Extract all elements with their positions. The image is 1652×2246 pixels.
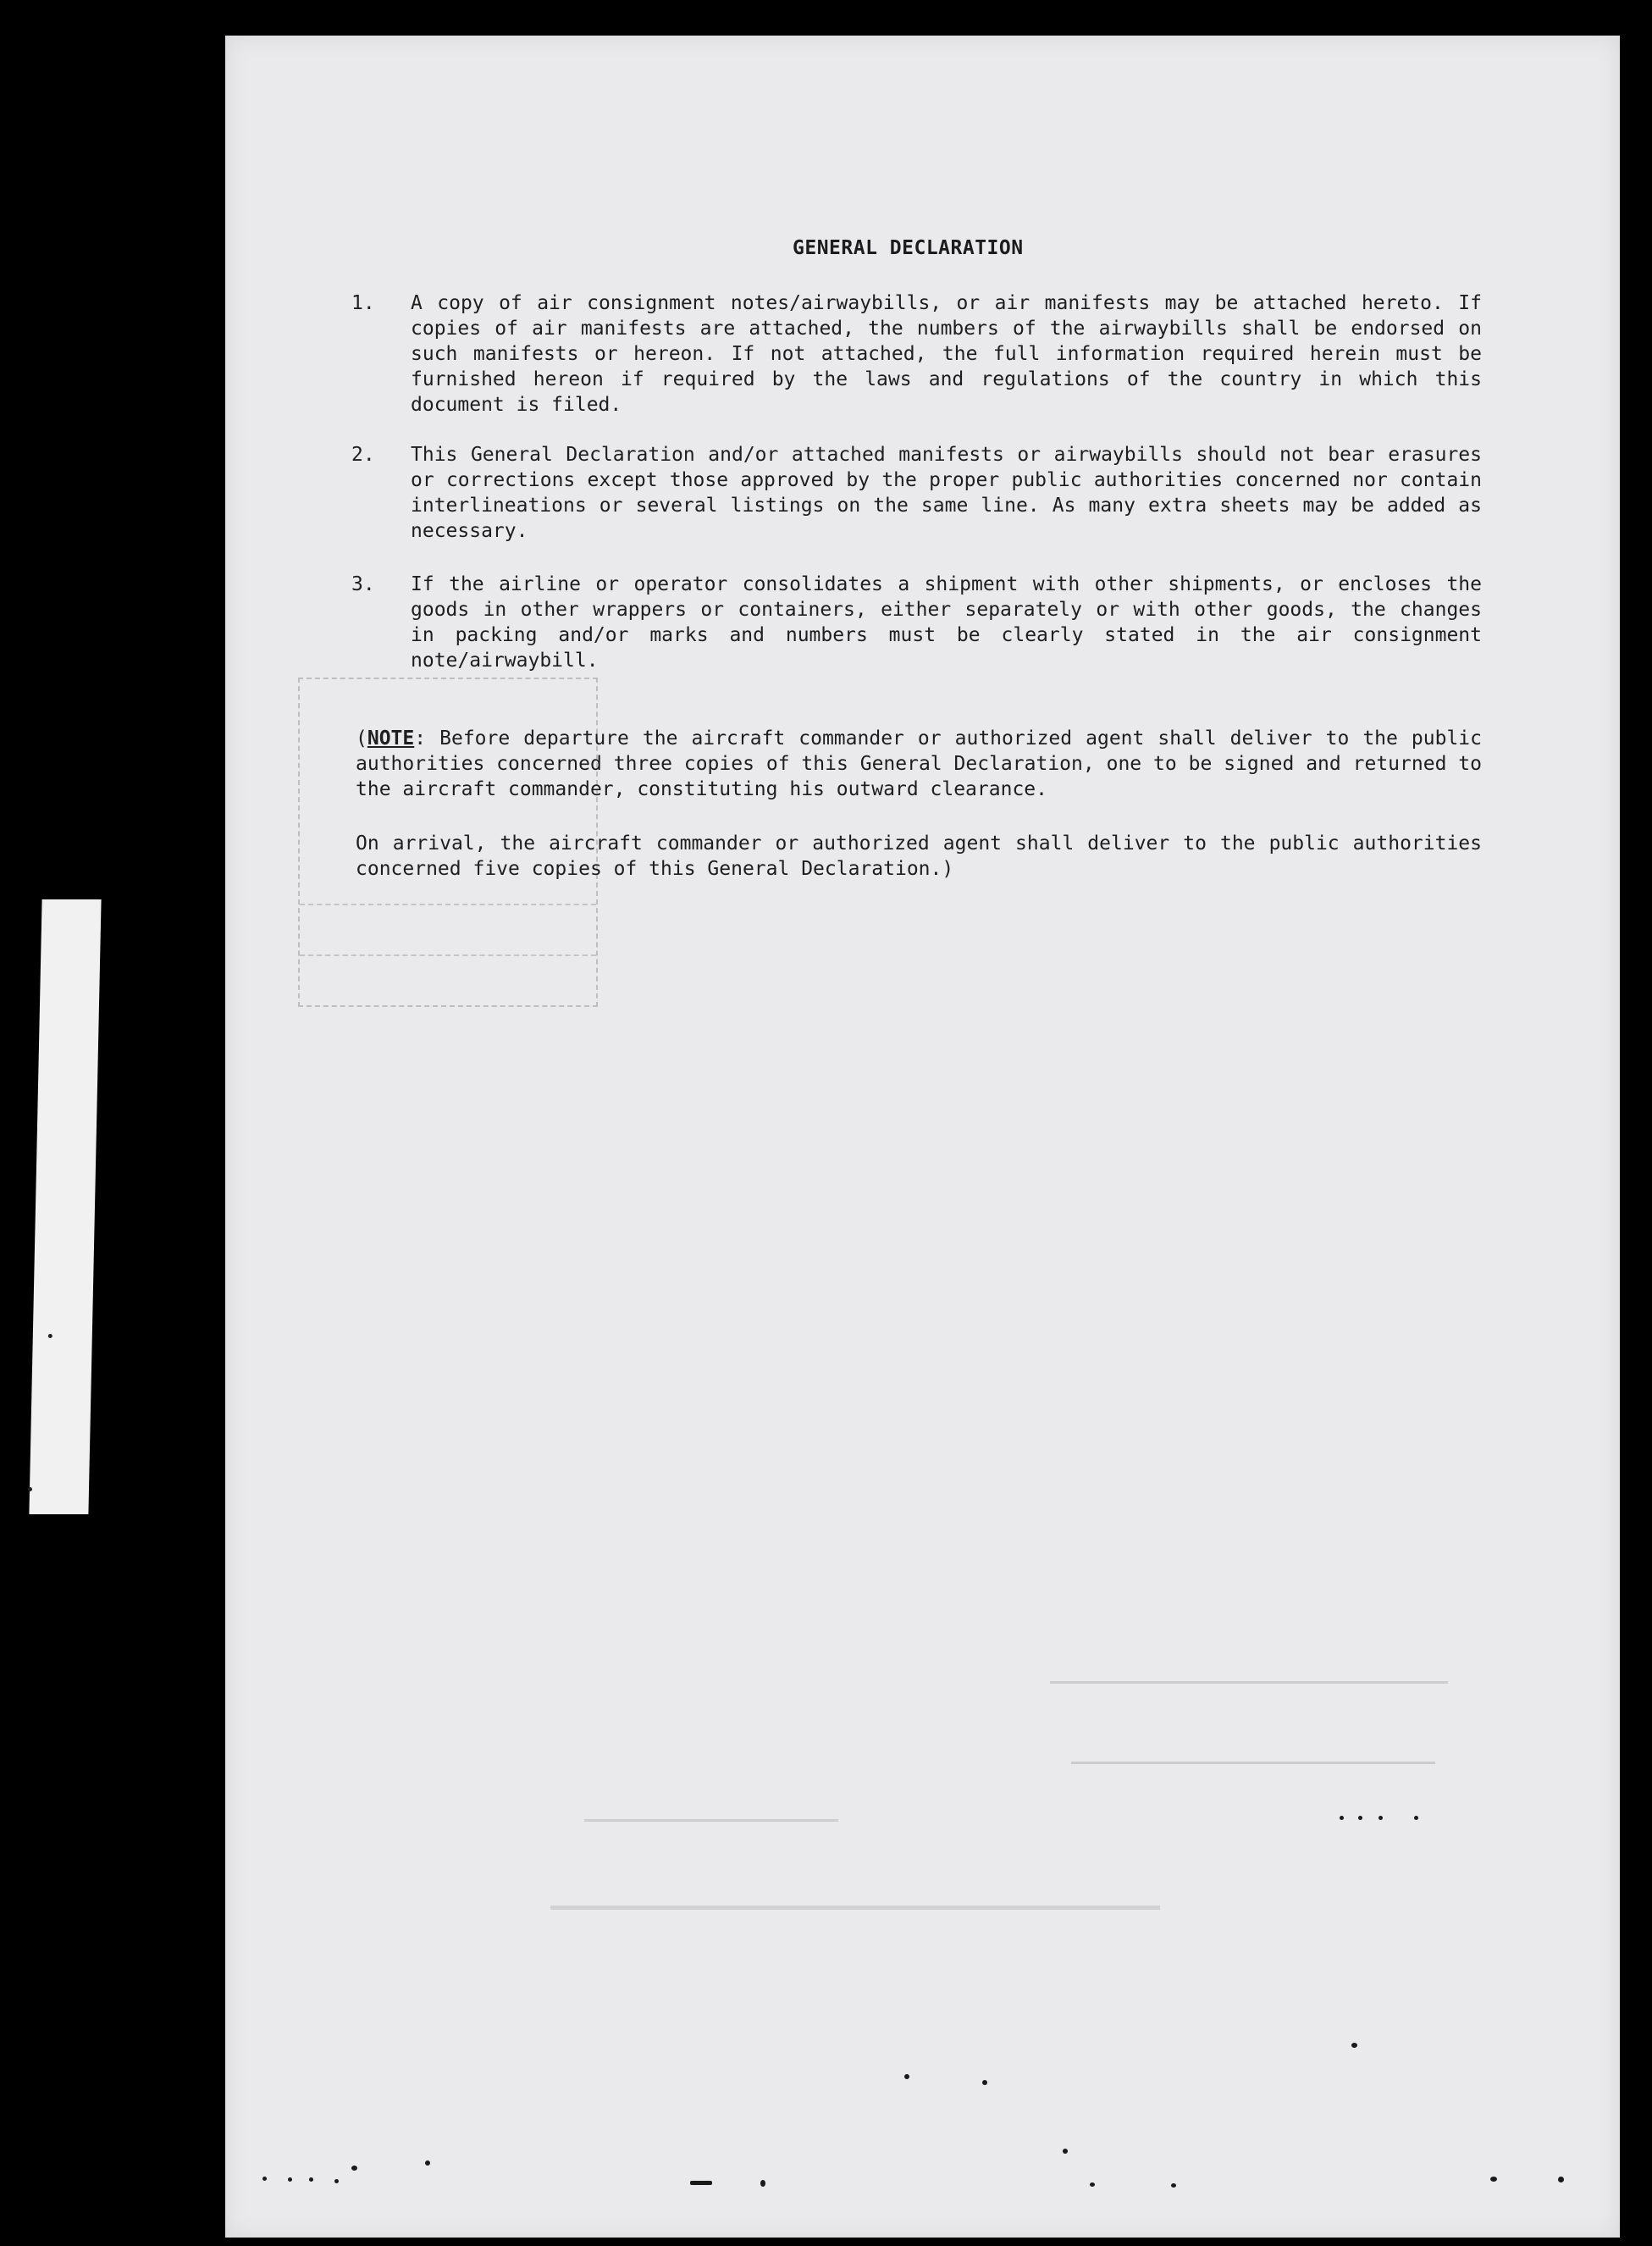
stamp-divider — [300, 954, 596, 956]
arrival-paragraph: On arrival, the aircraft commander or authorized agent shall deliver to the public authorities concerned five copies of this General Declaration.) — [356, 833, 1482, 880]
scan-speck — [982, 2080, 987, 2085]
scan-speck — [425, 2160, 430, 2166]
scan-speck — [1171, 2183, 1176, 2188]
scan-speck — [334, 2179, 339, 2183]
scan-speck — [760, 2180, 765, 2187]
item-text: This General Declaration and/or attached manifests or airwaybills should not bear erasures or corrections except those approved by the proper public authorities concerned nor contain interlineations or several listings on the same line. As many extra sheets may be added as necessary. — [411, 444, 1482, 542]
bleedthrough-text — [1071, 1762, 1435, 1784]
scan-speck — [1558, 2177, 1564, 2182]
strip-mark — [48, 1334, 52, 1338]
scan-speck — [1414, 1816, 1418, 1820]
scan-speck — [1340, 1816, 1344, 1820]
scan-speck — [1490, 2177, 1497, 2182]
stamp-divider — [300, 904, 596, 905]
scan-speck — [690, 2181, 712, 2185]
item-number: 3. — [351, 573, 375, 595]
bleedthrough-text — [1050, 1681, 1448, 1704]
note-text: : Before departure the aircraft commander or authorized agent shall deliver to the public authorities concerned three copies of this General Declaration, one to be signed and returned to the aircraft commander, constituting his outward clearance. — [356, 727, 1482, 800]
scan-speck — [1358, 1816, 1362, 1820]
scan-speck — [1063, 2149, 1068, 2154]
note-paragraph — [356, 726, 1482, 802]
item-text: If the airline or operator consolidates a shipment with other shipments, or encloses the goods in other wrappers or containers, either separately or with other goods, the changes in packing and/or marks and numbers must be clearly stated in the air consignment note/airwaybill. — [411, 573, 1482, 672]
note-open-paren: ( — [356, 727, 367, 750]
scan-speck — [1379, 1816, 1383, 1820]
item-number: 1. — [351, 292, 375, 314]
scan-speck — [1090, 2182, 1095, 2187]
item-text: A copy of air consignment notes/airwaybills, or air manifests may be attached hereto. If copies of air manifests are attached, the numbers of the airwaybills shall be endorsed on such manifests or hereon. If not attached, the full information required herein must be furnished hereon if required by the laws and regulations of the country in which this document is filed. — [411, 292, 1482, 416]
scan-speck — [1351, 2043, 1357, 2048]
document-title: GENERAL DECLARATION — [793, 237, 1024, 259]
item-number: 2. — [351, 444, 375, 466]
bleedthrough-text — [584, 1819, 838, 1839]
scan-speck — [262, 2177, 267, 2181]
scan-speck — [904, 2074, 909, 2079]
strip-mark — [28, 1487, 32, 1491]
scan-speck — [309, 2177, 313, 2182]
scan-speck — [351, 2166, 357, 2171]
bleedthrough-text — [550, 1906, 1160, 1939]
scan-speck — [288, 2177, 292, 2182]
note-label: NOTE — [367, 727, 415, 750]
declaration-item — [351, 442, 1482, 544]
side-paper-strip — [29, 899, 101, 1514]
declaration-item — [351, 290, 1482, 418]
declaration-item — [351, 572, 1482, 673]
